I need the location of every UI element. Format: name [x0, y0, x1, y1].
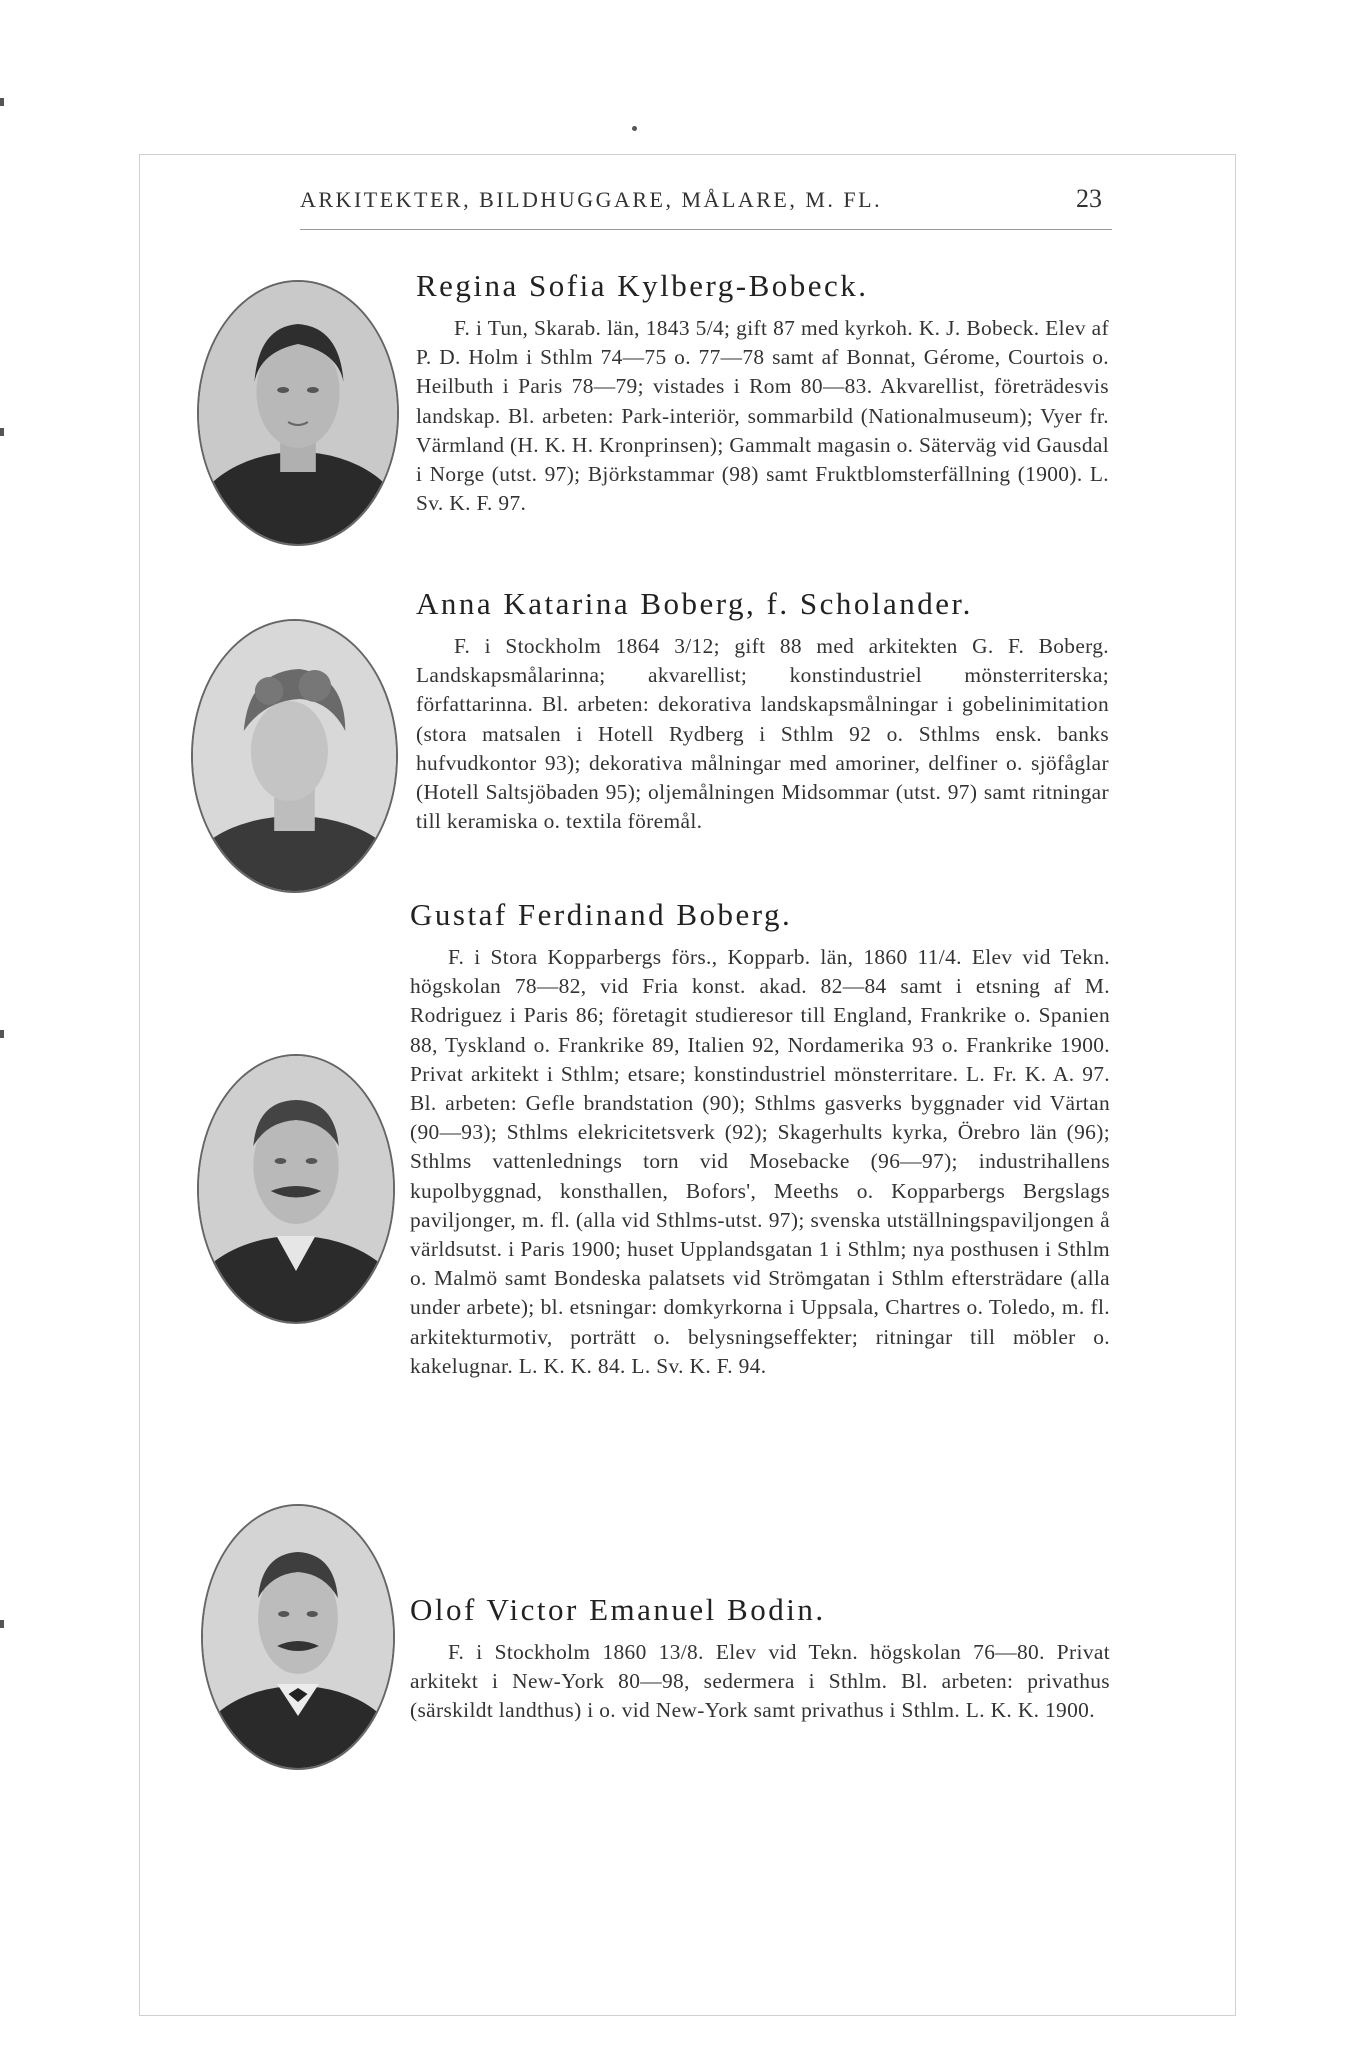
entry-regina-kylberg-bobeck	[416, 268, 1109, 518]
scan-mark	[632, 126, 637, 131]
entry-text: F. i Stockholm 1864 3/12; gift 88 med arkitekten G. F. Boberg. Landskapsmålarinna; akvarellist; konstindustriel mönsterriterska; författarinna. Bl. arbeten: dekorativa landskapsmålningar i gobelinimitation (stora matsalen i Hotell Rydberg i Sthlm 92 o. Sthlms ensk. banks hufvudkontor 93); dekorativa målningar med amoriner, delfiner o. sjöfåglar (Hotell Saltsjöbaden 95); oljemålningen Midsommar (utst. 97) samt ritningar till keramiska o. textila föremål.	[416, 634, 1109, 834]
entry-name: Gustaf Ferdinand Boberg.	[410, 897, 793, 932]
entry-name: Regina Sofia Kylberg-Bobeck.	[416, 268, 869, 303]
scan-mark	[0, 1620, 4, 1628]
entry-text: F. i Stora Kopparbergs förs., Kopparb. län, 1860 11/4. Elev vid Tekn. högskolan 78—82, vid Fria konst. akad. 82—84 samt i etsning af M. Rodriguez i Paris 86; företagit studieresor till England, Frankrike o. Spanien 88, Tyskland o. Frankrike 89, Italien 92, Nordamerika 93 o. Frankrike 1900. Privat arkitekt i Sthlm; etsare; konstindustriel mönsterritare. L. Fr. K. A. 97. Bl. arbeten: Gefle brandstation (90); Sthlms gasverks byggnader vid Värtan (90—93); Sthlms elekricitetsverk (92); Skagerhults kyrka, Örebro län (96); Sthlms vattenlednings torn vid Mosebacke (96—97); industrihallens kupolbyggnad, konsthallen, Bofors', Meeths o. Kopparbergs Bergslags paviljonger, m. fl. (alla vid Sthlms-utst. 97); svenska utställningspaviljongen å världsutst. i Paris 1900; huset Upplandsgatan 1 i Sthlm; nya posthusen i Sthlm o. Malmö samt Bondeska palatsets vid Strömgatan i Sthlm eftersträdare (alla under arbete); bl. etsningar: domkyrkorna i Uppsala, Chartres o. Toledo, m. fl. arkitekturmotiv, porträtt o. belysningseffekter; ritningar till möbler o. kakelugnar. L. K. K. 84. L. Sv. K. F. 94.	[410, 945, 1110, 1378]
entry-name: Anna Katarina Boberg, f. Scholander.	[416, 586, 973, 621]
entry-anna-boberg	[416, 586, 1109, 836]
scan-mark	[0, 98, 4, 106]
scan-mark	[0, 428, 4, 436]
portrait-olof-bodin	[201, 1504, 395, 1770]
portrait-regina-kylberg-bobeck	[197, 280, 399, 546]
portrait-anna-boberg	[191, 619, 398, 893]
header-rule	[300, 229, 1112, 230]
entry-gustaf-boberg	[410, 897, 1110, 1381]
running-title: ARKITEKTER, BILDHUGGARE, MÅLARE, M. FL.	[300, 187, 883, 212]
portrait-gustaf-boberg	[197, 1054, 395, 1324]
entry-text: F. i Tun, Skarab. län, 1843 5/4; gift 87 med kyrkoh. K. J. Bobeck. Elev af P. D. Holm i Sthlm 74—75 o. 77—78 samt af Bonnat, Gérome, Courtois o. Heilbuth i Paris 78—79; vistades i Rom 80—83. Akvarellist, företrädesvis landskap. Bl. arbeten: Park-interiör, sommarbild (Nationalmuseum); Vyer fr. Värmland (H. K. H. Kronprinsen); Gammalt magasin o. Säterväg vid Gausdal i Norge (utst. 97); Björkstammar (98) samt Fruktblomsterfällning (1900). L. Sv. K. F. 97.	[416, 316, 1109, 516]
scan-mark	[0, 1030, 4, 1038]
entry-name: Olof Victor Emanuel Bodin.	[410, 1592, 826, 1627]
entry-text: F. i Stockholm 1860 13/8. Elev vid Tekn. högskolan 76—80. Privat arkitekt i New-York 80—98, sedermera i Sthlm. Bl. arbeten: privathus (särskildt landthus) i o. vid New-York samt privathus i Sthlm. L. K. K. 1900.	[410, 1640, 1110, 1723]
page-number: 23	[1076, 184, 1102, 213]
entry-olof-bodin	[410, 1592, 1110, 1726]
